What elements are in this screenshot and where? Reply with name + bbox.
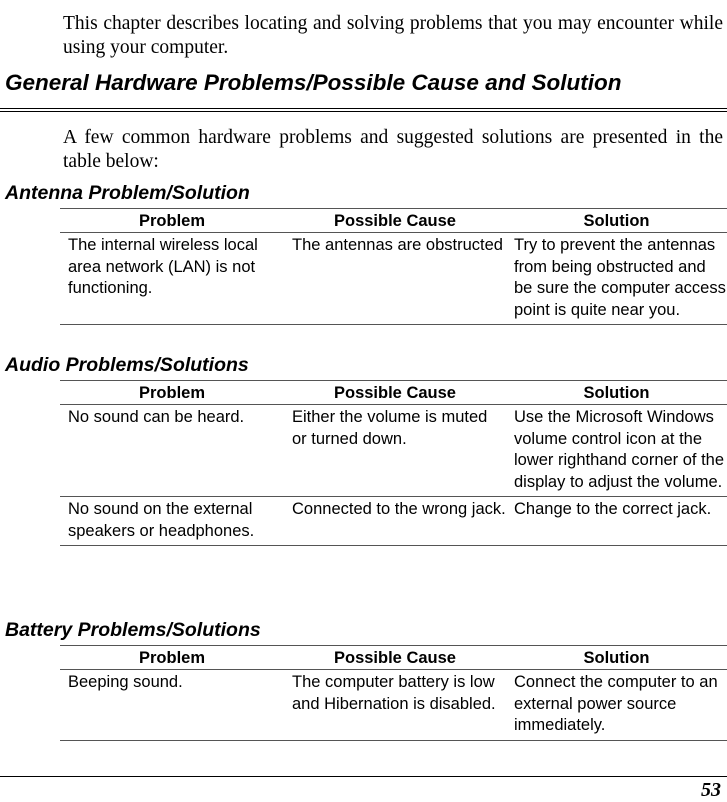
column-header-problem: Problem — [60, 209, 284, 233]
column-header-problem: Problem — [60, 646, 284, 670]
battery-table — [60, 645, 727, 741]
problem-cell: Beeping sound. — [60, 670, 284, 741]
column-header-problem: Problem — [60, 381, 284, 405]
table-header-row — [60, 381, 727, 405]
cause-cell: The antennas are obstructed — [284, 233, 506, 325]
table-header-row — [60, 646, 727, 670]
battery-heading: Battery Problems/Solutions — [5, 619, 261, 641]
column-header-cause: Possible Cause — [284, 209, 506, 233]
cause-cell: Connected to the wrong jack. — [284, 497, 506, 546]
column-header-cause: Possible Cause — [284, 646, 506, 670]
column-header-cause: Possible Cause — [284, 381, 506, 405]
section-intro: A few common hardware problems and suggested solutions are presented in the table below: — [63, 127, 723, 172]
column-header-solution: Solution — [506, 646, 727, 670]
chapter-intro: This chapter describes locating and solving problems that you may encounter while using your computer. — [63, 13, 723, 58]
solution-cell: Change to the correct jack. — [506, 497, 727, 546]
problem-cell: No sound on the external speakers or headphones. — [60, 497, 284, 546]
table-row — [60, 497, 727, 546]
column-header-solution: Solution — [506, 209, 727, 233]
section-title: General Hardware Problems/Possible Cause and Solution — [5, 70, 622, 95]
cause-cell: Either the volume is muted or turned down. — [284, 405, 506, 497]
audio-heading: Audio Problems/Solutions — [5, 354, 249, 376]
table-row — [60, 670, 727, 741]
audio-table — [60, 380, 727, 546]
solution-cell: Connect the computer to an external power source immediately. — [506, 670, 727, 741]
solution-cell: Use the Microsoft Windows volume control icon at the lower righthand corner of the display to adjust the volume. — [506, 405, 727, 497]
column-header-solution: Solution — [506, 381, 727, 405]
footer-rule — [0, 776, 727, 777]
page-number: 53 — [701, 779, 721, 801]
antenna-table — [60, 208, 727, 325]
cause-cell: The computer battery is low and Hibernation is disabled. — [284, 670, 506, 741]
antenna-heading: Antenna Problem/Solution — [5, 182, 250, 204]
table-header-row — [60, 209, 727, 233]
table-row — [60, 233, 727, 325]
table-row — [60, 405, 727, 497]
problem-cell: No sound can be heard. — [60, 405, 284, 497]
section-title-rule — [0, 108, 727, 112]
problem-cell: The internal wireless local area network (LAN) is not functioning. — [60, 233, 284, 325]
solution-cell: Try to prevent the antennas from being obstructed and be sure the computer access point is quite near you. — [506, 233, 727, 325]
